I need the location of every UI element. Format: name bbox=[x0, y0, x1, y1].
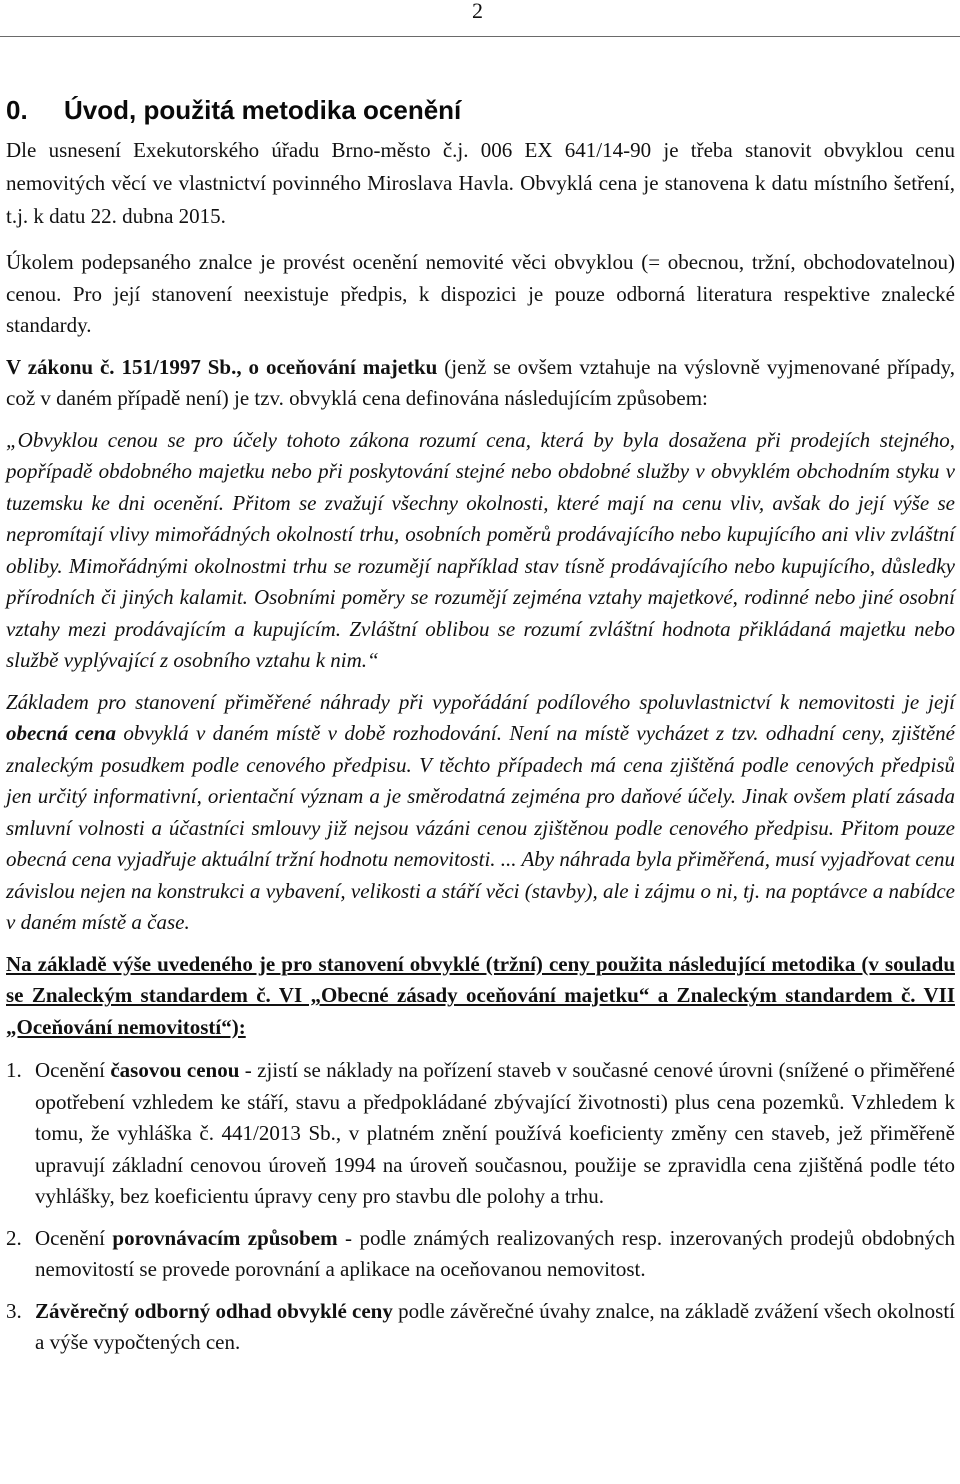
list-item-number: 3. bbox=[6, 1298, 22, 1323]
section-number: 0. bbox=[6, 95, 28, 125]
page-number: 2 bbox=[472, 0, 483, 23]
list-item-number: 1. bbox=[6, 1058, 22, 1082]
quote-court-after: obvyklá v daném místě v době rozhodování. Není na místě vycházet z tzv. odhadní ceny, zjištěné znaleckým posudkem podle cenového předpisu. V těchto případech má cena zjištěná podle cenových předpisů jen určitý informativní, orientační význam a je směrodatná zejména pro daňové účely. Jinak ovšem platí zásada smluvní volnosti a účastníci smlouvy již nejsou vázáni cenou zjištěnou podle cenového předpisu. Přitom pouze obecná cena vyjadřuje aktuální tržní hodnotu nemovitosti. ... Aby náhrada byla přiměřená, musí vyjadřovat cenu závislou nejen na konstrukci a vybavení, velikosti a stáří věci (stavby), ale i zájmu o ni, tj. na poptávce a nabídce v daném místě a čase. bbox=[6, 721, 955, 934]
list-item bbox=[6, 1223, 955, 1286]
list-item-bold: porovnávacím způsobem bbox=[112, 1225, 338, 1250]
task-text-1: Úkolem podepsaného znalce je provést ocenění nemovité věci obvyklou (= obecnou, tržní, obchodovatelnou) cenou. bbox=[6, 250, 955, 306]
task-paragraph bbox=[6, 247, 955, 342]
quote-definition: „Obvyklou cenou se pro účely tohoto zákona rozumí cena, která by byla dosažena při prodejích stejného, popřípadě obdobného majetku nebo při poskytování stejné nebo obdobné služby v obvyklém obchodním styku v tuzemsku ke dni ocenění. Přitom se zvažují všechny okolnosti, které mají na cenu vliv, avšak do její výše se nepromítají vlivy mimořádných okolností trhu, osobních poměrů prodávajícího nebo kupujícího ani vliv zvláštní obliby. Mimořádnými okolnostmi trhu se rozumějí například stav tísně prodávajícího nebo kupujícího, důsledky přírodních či jiných kalamit. Osobními poměry se rozumějí zejména vztahy majetkové, rodinné nebo jiné osobní vztahy mezi prodávajícím a kupujícím. Zvláštní oblibou se rozumí zvláštní hodnota přikládaná majetku nebo službě vyplývající z osobního vztahu k nim.“ bbox=[6, 427, 955, 672]
section-title: Úvod, použitá metodika ocenění bbox=[64, 95, 462, 125]
law-text: (jenž se ovšem vztahuje na výslovně vyjmenované případy, což v daném případě není) je tzv. obvyklá cena definována následujícím způsobem: bbox=[6, 354, 955, 410]
document-body bbox=[6, 90, 955, 1369]
list-item-bold: časovou cenou bbox=[110, 1058, 240, 1082]
list-item bbox=[6, 1296, 955, 1359]
law-reference: V zákonu č. 151/1997 Sb., o oceňování majetku bbox=[6, 354, 438, 379]
law-paragraph bbox=[6, 352, 955, 415]
task-text-2: Pro její stanovení neexistuje předpis, k dispozici je pouze odborná literatura respektive znalecké standardy. bbox=[6, 281, 955, 337]
quote-court bbox=[6, 687, 955, 939]
list-item-bold: Závěrečný odborný odhad obvyklé ceny bbox=[35, 1298, 393, 1323]
intro-paragraph: Dle usnesení Exekutorského úřadu Brno-město č.j. 006 EX 641/14-90 je třeba stanovit obvyklou cenu nemovitých věcí ve vlastnictví povinného Miroslava Havla. Obvyklá cena je stanovena k datu místního šetření, t.j. k datu 22. dubna 2015. bbox=[6, 138, 955, 228]
header-rule bbox=[0, 36, 960, 37]
section-heading bbox=[6, 90, 955, 130]
list-item-text: - podle známých realizovaných resp. inzerovaných prodejů obdobných nemovitostí se provede porovnání a aplikace na oceňovanou nemovitost. bbox=[35, 1225, 955, 1281]
list-item-text: Ocenění bbox=[35, 1225, 113, 1250]
list-item-text: - zjistí se náklady na pořízení staveb v současné cenové úrovni (snížené o přiměřené opotřebení vzhledem ke stáří, stavu a předpokládané zbývající životnosti) plus cena pozemků. Vzhledem k tomu, že vyhláška č. 441/2013 Sb., v platném znění používá koeficienty změny cen staveb, jež přiměřeně upravují základní cenovou úroveň 1994 na úroveň současnou, použije se zpravidla cena zjištěná podle této vyhlášky, bez koeficientu úpravy ceny pro stavbu dle polohy a trhu. bbox=[35, 1058, 955, 1208]
list-item bbox=[6, 1055, 955, 1213]
method-heading: Na základě výše uvedeného je pro stanovení obvyklé (tržní) ceny použita následující metodika (v souladu se Znaleckým standardem č. VI „Obecné zásady oceňování majetku“ a Znaleckým standardem č. VII „Oceňování nemovitostí“): bbox=[6, 951, 955, 1039]
list-item-text: podle závěrečné úvahy znalce, na základě zvážení všech okolností a výše vypočtených cen. bbox=[35, 1298, 955, 1354]
list-item-number: 2. bbox=[6, 1225, 22, 1250]
list-item-text: Ocenění bbox=[35, 1058, 111, 1082]
method-list bbox=[6, 1055, 955, 1359]
quote-court-before: Základem pro stanovení přiměřené náhrady při vypořádání podílového spoluvlastnictví k nemovitosti je její bbox=[6, 689, 955, 714]
quote-court-bold: obecná cena bbox=[6, 721, 116, 745]
